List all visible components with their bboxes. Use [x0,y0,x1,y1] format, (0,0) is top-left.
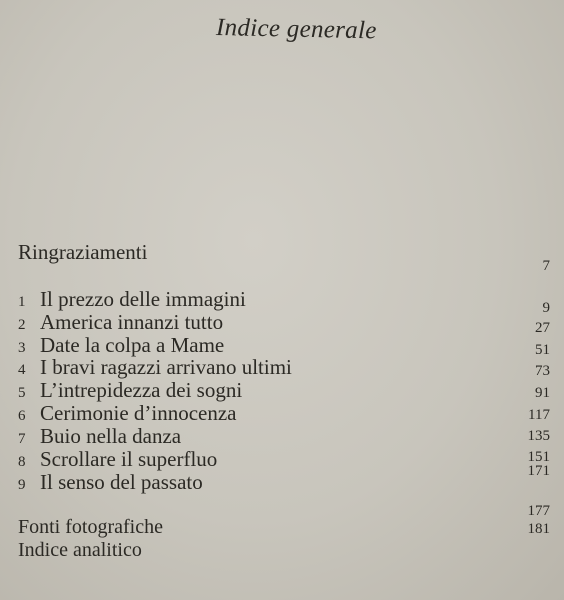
toc-entry [18,424,181,449]
chapter-title: Scrollare il superfluo [40,447,218,471]
back-matter-page: 177 [527,503,550,519]
toc-entry [18,378,242,403]
chapter-title: Cerimonie d’innocenza [40,401,237,425]
chapter-number: 4 [18,362,26,378]
back-matter-page: 181 [527,521,550,537]
chapter-number: 3 [18,340,26,356]
chapter-title: America innanzi tutto [40,310,224,334]
front-matter-page: 7 [542,258,550,274]
back-matter-title: Fonti fotografiche [18,516,163,538]
toc-entry [18,310,223,335]
chapter-title: I bravi ragazzi arrivano ultimi [40,355,292,379]
chapter-page: 27 [535,320,550,336]
chapter-number: 6 [18,408,26,424]
chapter-title: Il senso del passato [40,470,203,494]
chapter-page: 91 [535,385,550,401]
page-title: Indice generale [215,14,377,45]
chapter-page: 135 [527,428,550,444]
toc-entry [18,355,292,380]
chapter-number: 5 [18,385,26,401]
chapter-number: 8 [18,454,26,470]
chapter-page: 117 [528,407,550,423]
chapter-number: 9 [18,477,26,493]
toc-entry [18,287,246,312]
chapter-number: 7 [18,431,26,447]
toc-entry [18,470,203,495]
chapter-title: Date la colpa a Mame [40,333,225,357]
chapter-number: 1 [18,294,26,310]
chapter-page: 9 [542,300,550,316]
chapter-title: Il prezzo delle immagini [40,287,246,311]
chapter-title: Buio nella danza [40,424,182,448]
back-matter-title: Indice analitico [18,539,142,561]
chapter-page: 51 [535,342,550,358]
chapter-page: 151 [527,449,550,465]
chapter-page: 171 [527,463,550,479]
chapter-page: 73 [535,363,550,379]
chapter-title: L’intrepidezza dei sogni [40,378,243,402]
front-matter-title: Ringraziamenti [18,240,148,264]
toc-entry [18,401,237,426]
toc-entry [18,447,217,472]
chapter-number: 2 [18,317,26,333]
